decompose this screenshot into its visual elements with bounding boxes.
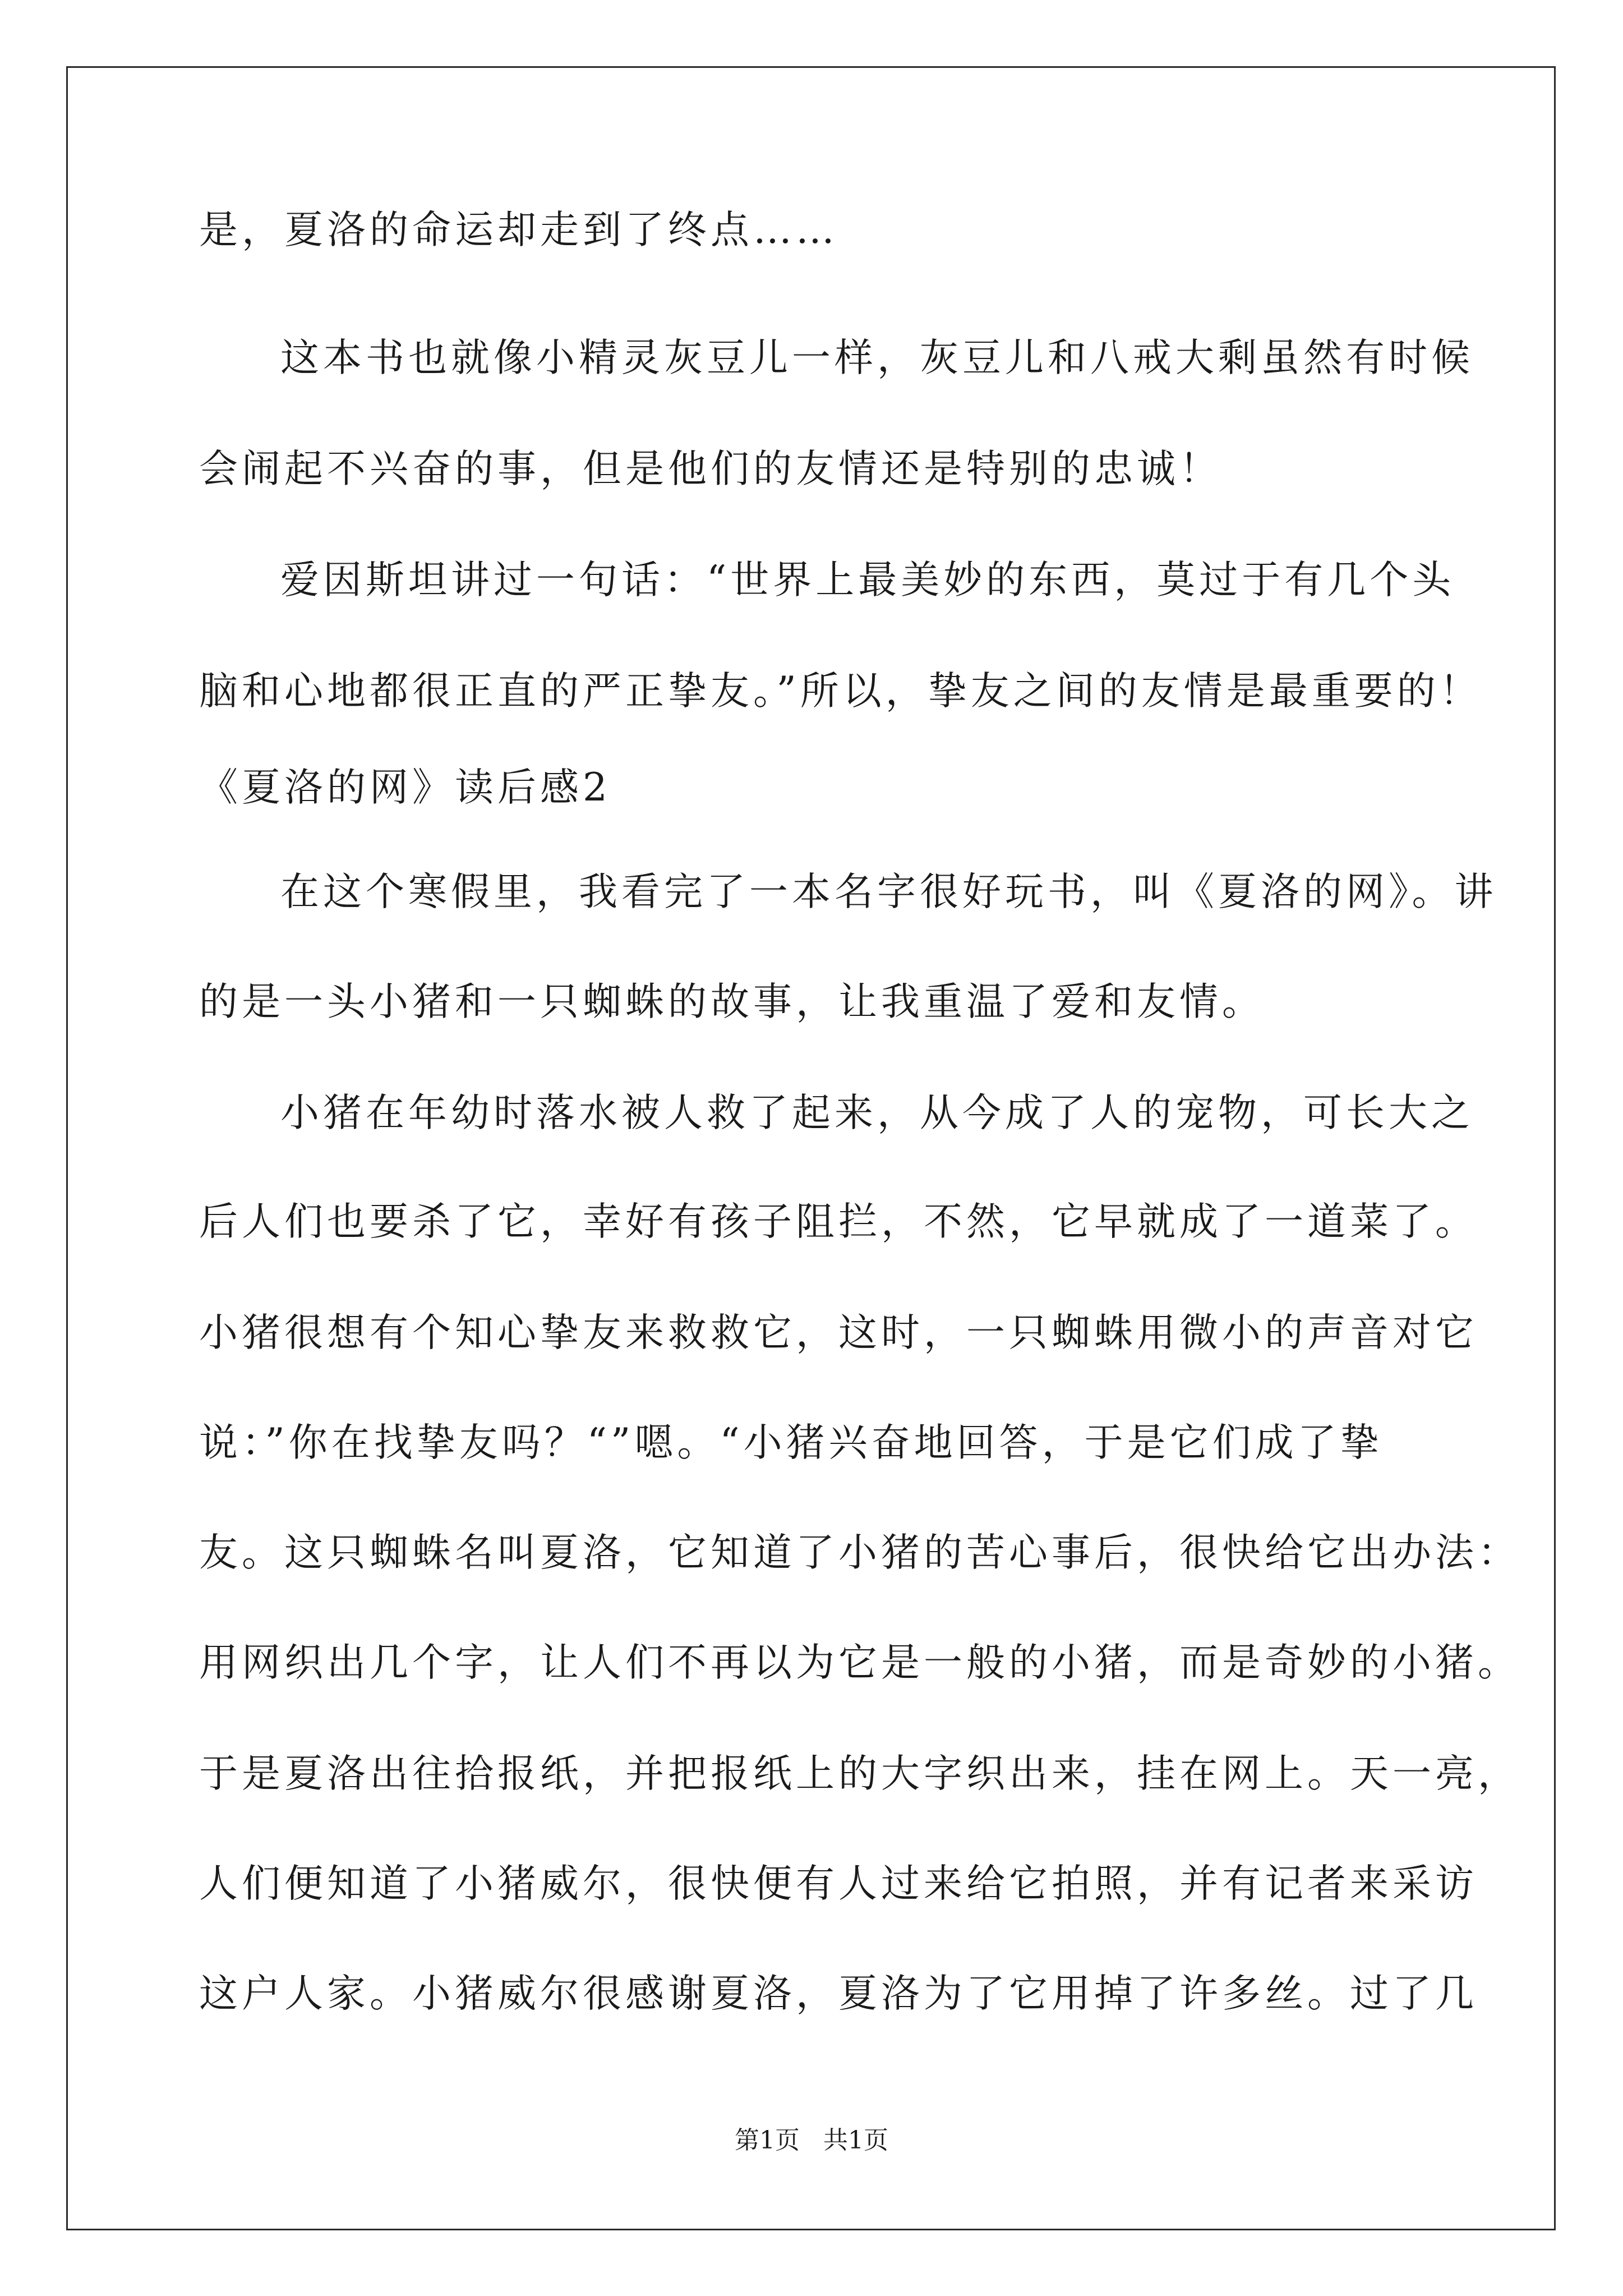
paragraph-start-line: 在这个寒假里，我看完了一本名字很好玩书，叫《夏洛的网》。讲 bbox=[280, 869, 1497, 914]
paragraph-start-line: 小猪在年幼时落水被人救了起来，从今成了人的宠物，可长大之 bbox=[280, 1091, 1474, 1135]
text-line: 后人们也要杀了它，幸好有孩子阻拦，不然，它早就成了一道菜了。 bbox=[199, 1199, 1478, 1244]
text-line: 的是一头小猪和一只蜘蛛的故事，让我重温了爱和友情。 bbox=[199, 979, 1265, 1024]
text-line: 脑和心地都很正直的严正挚友。”所以，挚友之间的友情是最重要的！ bbox=[199, 669, 1482, 714]
paragraph-start-line: 这本书也就像小精灵灰豆儿一样，灰豆儿和八戒大剩虽然有时候 bbox=[280, 335, 1474, 380]
text-line: 是，夏洛的命运却走到了终点…… bbox=[199, 208, 838, 252]
text-line: 小猪很想有个知心挚友来救救它，这时，一只蜘蛛用微小的声音对它 bbox=[199, 1310, 1478, 1355]
text-line: 这户人家。小猪威尔很感谢夏洛，夏洛为了它用掉了许多丝。过了几 bbox=[199, 1971, 1478, 2016]
text-line: 友。这只蜘蛛名叫夏洛，它知道了小猪的苦心事后，很快给它出办法： bbox=[199, 1530, 1520, 1575]
text-line: 说：”你在找挚友吗？“”嗯。“小猪兴奋地回答，于是它们成了挚 bbox=[199, 1420, 1383, 1465]
page-number-footer: 第1页 共1页 bbox=[735, 2126, 888, 2155]
text-line: 用网织出几个字，让人们不再以为它是一般的小猪，而是奇妙的小猪。 bbox=[199, 1640, 1520, 1685]
text-line: 人们便知道了小猪威尔，很快便有人过来给它拍照，并有记者来采访 bbox=[199, 1861, 1478, 1906]
paragraph-start-line: 爱因斯坦讲过一句话：“世界上最美妙的东西，莫过于有几个头 bbox=[280, 558, 1455, 602]
section-heading: 《夏洛的网》读后感2 bbox=[199, 765, 611, 810]
text-line: 会闹起不兴奋的事，但是他们的友情还是特别的忠诚！ bbox=[199, 447, 1222, 491]
text-line: 于是夏洛出往拾报纸，并把报纸上的大字织出来，挂在网上。天一亮， bbox=[199, 1751, 1520, 1796]
